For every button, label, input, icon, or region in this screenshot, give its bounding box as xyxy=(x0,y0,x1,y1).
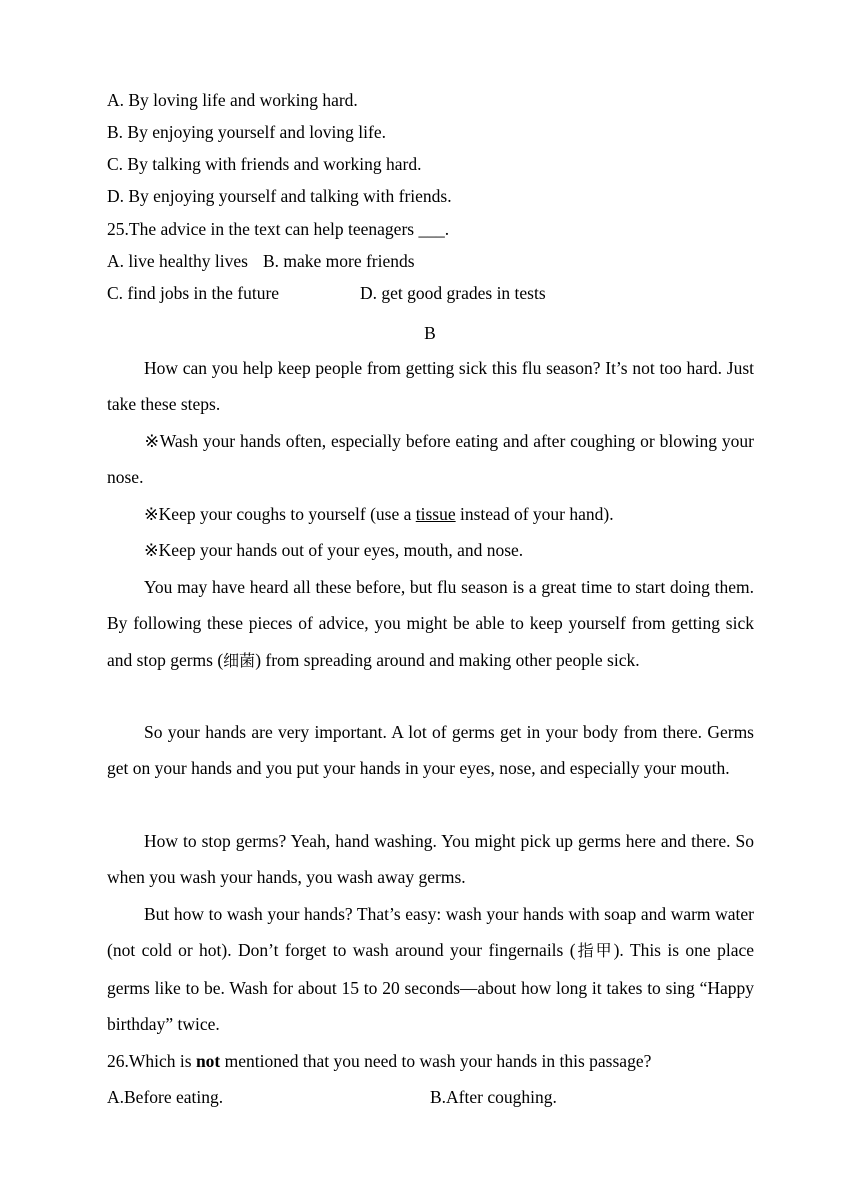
passage-paragraph-1: How can you help keep people from getting sick this flu season? It’s not too hard. Just take these steps. xyxy=(107,358,754,415)
chinese-gloss-fingernails: 指甲 xyxy=(575,941,614,961)
option-26-a: A.Before eating. xyxy=(107,1087,224,1107)
option-25-d: D. get good grades in tests xyxy=(360,283,546,303)
question-25-stem: 25.The advice in the text can help teenagers ___. xyxy=(107,219,450,239)
question-25-options-row-2 xyxy=(107,282,279,304)
passage-paragraph-5: But how to wash your hands? That’s easy: wash your hands with soap and warm water (not cold or hot). Don’t forget to wash around your fingernails (指甲). This is one place germs like to be. Wash for about 15 to 20 seconds—about how long it takes to sing “Happy birthday” twice. xyxy=(107,904,754,1035)
option-26-b: B.After coughing. xyxy=(430,1087,557,1107)
option-24-a: A. By loving life and working hard. xyxy=(107,90,358,110)
chinese-gloss-germs: 细菌 xyxy=(223,650,256,670)
bold-word-not: not xyxy=(195,1051,221,1071)
passage-step-2: ※Keep your coughs to yourself (use a tissue instead of your hand). xyxy=(144,504,614,524)
option-25-b: B. make more friends xyxy=(262,251,415,271)
passage-paragraph-4: How to stop germs? Yeah, hand washing. You might pick up germs here and there. So when you wash your hands, you wash away germs. xyxy=(107,831,754,888)
section-label: B xyxy=(424,323,436,343)
option-24-d: D. By enjoying yourself and talking with friends. xyxy=(107,186,452,206)
question-26-stem: 26.Which is not mentioned that you need to wash your hands in this passage? xyxy=(107,1051,652,1071)
option-25-c: C. find jobs in the future xyxy=(107,283,280,303)
option-25-a: A. live healthy lives xyxy=(107,251,248,271)
passage-step-3: ※Keep your hands out of your eyes, mouth, and nose. xyxy=(144,540,524,560)
option-24-c: C. By talking with friends and working hard. xyxy=(107,154,422,174)
question-25-options-row-1 xyxy=(107,250,415,272)
passage-paragraph-3: So your hands are very important. A lot of germs get in your body from there. Germs get on your hands and you put your hands in your eyes, nose, and especially your mouth. xyxy=(107,722,754,779)
passage-step-1: ※Wash your hands often, especially before eating and after coughing or blowing your nose. xyxy=(107,431,754,488)
underlined-word-tissue: tissue xyxy=(415,504,456,524)
option-24-b: B. By enjoying yourself and loving life. xyxy=(107,122,386,142)
passage-paragraph-2: You may have heard all these before, but flu season is a great time to start doing them. By following these pieces of advice, you might be able to keep yourself from getting sick and stop germs (细菌) from spreading around and making other people sick. xyxy=(107,577,754,670)
